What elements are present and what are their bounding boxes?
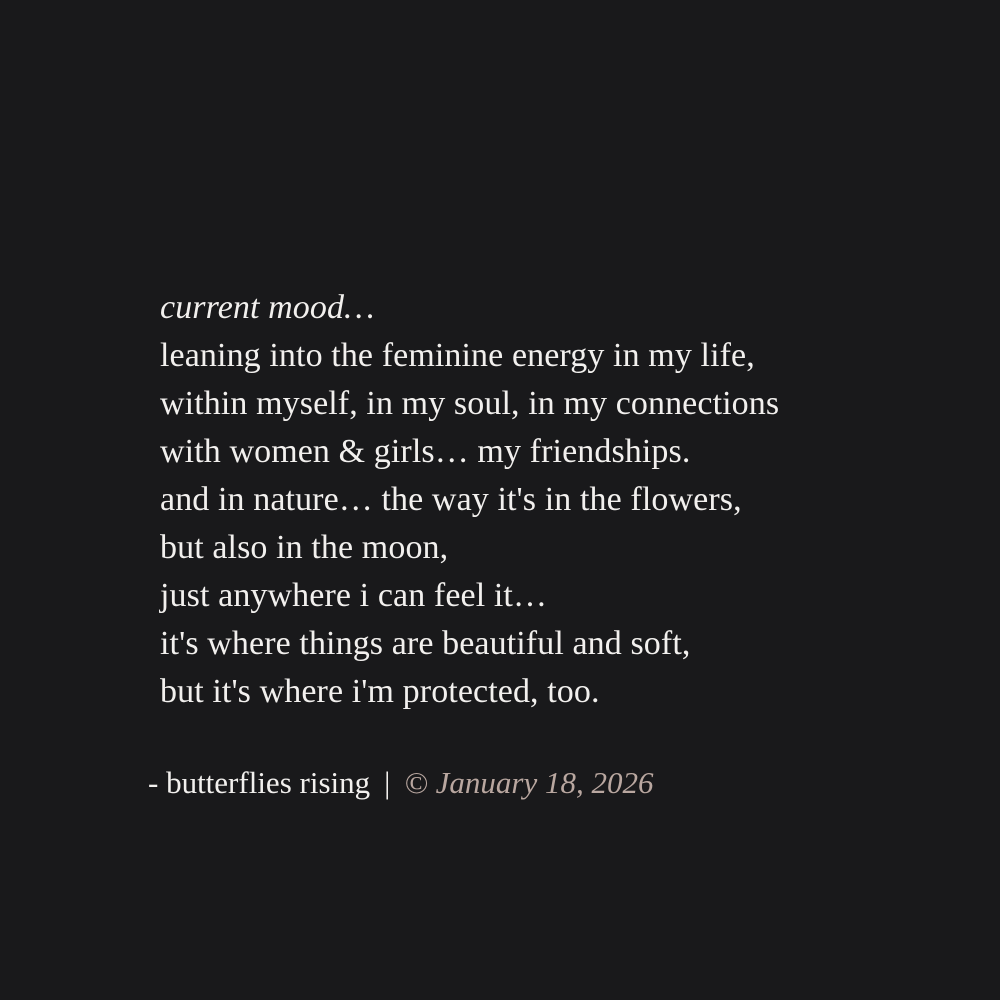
poem-line: just anywhere i can feel it… [160,577,548,614]
poem-body [160,284,920,716]
poem-line: it's where things are beautiful and soft, [160,625,691,662]
poem-line: with women & girls… my friendships. [160,433,691,470]
poem-line: but it's where i'm protected, too. [160,673,600,710]
poem-line: within myself, in my soul, in my connections [160,385,780,422]
signature [148,763,653,803]
poem-line: but also in the moon, [160,529,449,566]
copyright-date: © January 18, 2026 [404,765,654,800]
author-name: - butterflies rising [148,765,371,800]
poem-heading: current mood… [160,289,375,326]
signature-separator: | [384,765,391,800]
poem-line: leaning into the feminine energy in my life, [160,337,755,374]
poem-line: and in nature… the way it's in the flowers, [160,481,742,518]
